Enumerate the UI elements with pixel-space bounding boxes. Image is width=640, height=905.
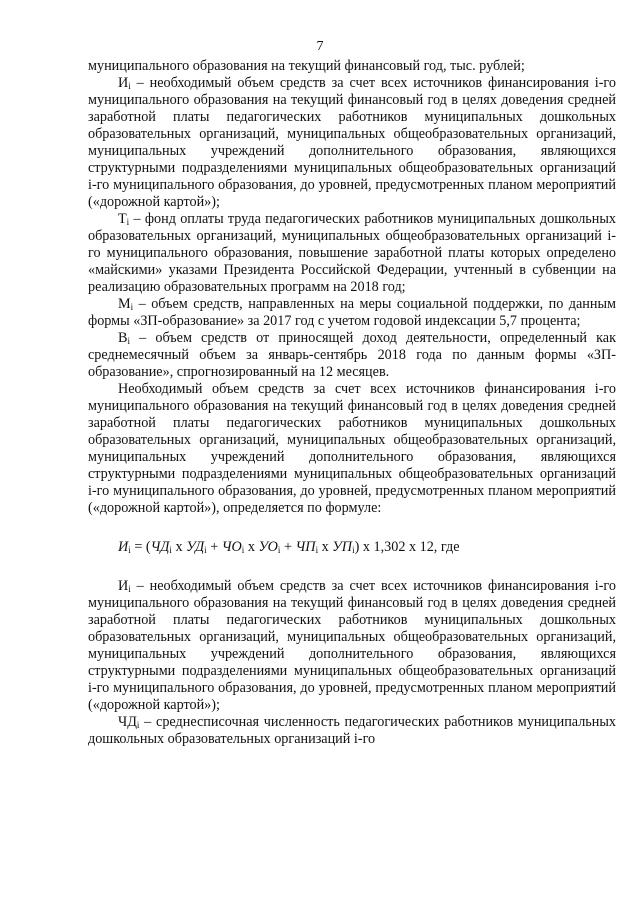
definition-social-support: $М_i$ – объем средств, направленных на меры социальной поддержки, по данным формы «ЗП-образование» за 2017 год с учетом годовой индексации 5,7 процента; (88, 296, 616, 329)
document-body (88, 58, 616, 748)
definition-total-funds-repeat: $И_i$ – необходимый объем средств за счет всех источников финансирования i-го муниципального образования на текущий финансовый год в целях доведения средней заработной платы педагогических работников муниципальных дошкольных образовательных организаций, муниципальных общеобразовательных организаций, муниципальных учреждений дополнительного образования, являющихся структурными подразделениями муниципальных общеобразовательных организаций i-го муниципального образования, до уровней, предусмотренных планом мероприятий («дорожной картой»); (88, 578, 616, 713)
definition-payroll-fund: $Т_i$ – фонд оплаты труда педагогических работников муниципальных дошкольных образовательных организаций, муниципальных общеобразовательных организаций i-го муниципального образования, повышение заработной платы которых определено «майскими» указами Президента Российской Федерации, учтенный в субвенции на реализацию образовательных программ на 2018 год; (88, 211, 616, 295)
definition-headcount-preschool: $ЧД_i$ – среднесписочная численность педагогических работников муниципальных дошкольных образовательных организаций i-го (88, 714, 616, 747)
formula: $И_i = (ЧД_i$ х $УД_i + ЧО_i$ х $УО_i + ЧП_i$ х $УП_i$) х 1,302 х 12, где (118, 539, 460, 555)
paragraph-continuation: муниципального образования на текущий финансовый год, тыс. рублей; (88, 58, 525, 74)
page-number: 7 (316, 39, 324, 54)
definition-total-funds: $И_i$ – необходимый объем средств за счет всех источников финансирования i-го муниципального образования на текущий финансовый год в целях доведения средней заработной платы педагогических работников муниципальных дошкольных образовательных организаций, муниципальных общеобразовательных организаций, муниципальных учреждений дополнительного образования, являющихся структурными подразделениями муниципальных общеобразовательных организаций i-го муниципального образования, до уровней, предусмотренных планом мероприятий («дорожной картой»); (88, 75, 616, 210)
formula-intro-paragraph: Необходимый объем средств за счет всех источников финансирования i-го муниципального образования на текущий финансовый год в целях доведения средней заработной платы педагогических работников муниципальных дошкольных образовательных организаций, муниципальных общеобразовательных организаций, муниципальных учреждений дополнительного образования, являющихся структурными подразделениями муниципальных общеобразовательных организаций i-го муниципального образования, до уровней, предусмотренных планом мероприятий («дорожной картой»), определяется по формуле: (88, 381, 616, 516)
definition-income-activity: $В_i$ – объем средств от приносящей доход деятельности, определенный как среднемесячный объем за январь-сентябрь 2018 года по данным формы «ЗП-образование», спрогнозированный на 12 месяцев. (88, 330, 616, 380)
